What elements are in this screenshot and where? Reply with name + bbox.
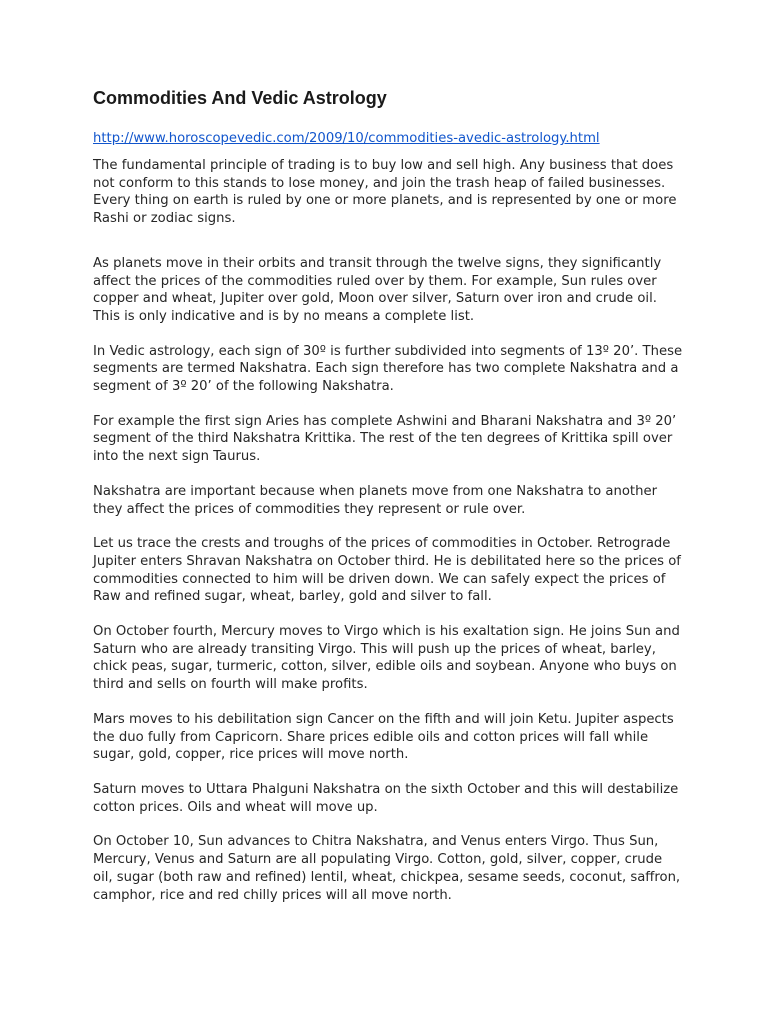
- paragraph-sun-chitra: On October 10, Sun advances to Chitra Nakshatra, and Venus enters Virgo. Thus Sun, Mercury, Venus and Saturn are all populating Virgo. Cotton, gold, silver, copper, crude oil, sugar (both raw and refined) lentil, wheat, chickpea, sesame seeds, coconut, saffron, camphor, rice and red chilly prices will all move north.: [93, 834, 681, 903]
- document-title: Commodities And Vedic Astrology: [93, 88, 387, 108]
- paragraph-planet-transits: As planets move in their orbits and transit through the twelve signs, they significantly affect the prices of the commodities ruled over by them. For example, Sun rules over copper and wheat, Jupiter over gold, Moon over silver, Saturn over iron and crude oil. This is only indicative and is by no means a complete list.: [93, 255, 662, 324]
- paragraph-nakshatra-importance: Nakshatra are important because when planets move from one Nakshatra to another they affect the prices of commodities they represent or rule over.: [93, 483, 657, 517]
- paragraph-nakshatra-segments: In Vedic astrology, each sign of 30º is further subdivided into segments of 13º 20’. These segments are termed Nakshatra. Each sign therefore has two complete Nakshatra and a segment of 3º 20’ of the following Nakshatra.: [93, 343, 683, 395]
- paragraph-mars-cancer: Mars moves to his debilitation sign Cancer on the fifth and will join Ketu. Jupiter aspects the duo fully from Capricorn. Share prices edible oils and cotton prices will fall while sugar, gold, copper, rice prices will move north.: [93, 711, 674, 763]
- paragraph-mercury-virgo: On October fourth, Mercury moves to Virgo which is his exaltation sign. He joins Sun and Saturn who are already transiting Virgo. This will push up the prices of wheat, barley, chick peas, sugar, turmeric, cotton, silver, edible oils and soybean. Anyone who buys on third and sells on fourth will make profits.: [93, 624, 680, 693]
- paragraph-jupiter-shravan: Let us trace the crests and troughs of the prices of commodities in October. Retrograde Jupiter enters Shravan Nakshatra on October third. He is debilitated here so the prices of commodities connected to him will be driven down. We can safely expect the prices of Raw and refined sugar, wheat, barley, gold and silver to fall.: [93, 536, 681, 605]
- source-link[interactable]: http://www.horoscopevedic.com/2009/10/commodities-avedic-astrology.html: [93, 131, 600, 146]
- document-page: [93, 86, 683, 904]
- paragraph-trading-principle: The fundamental principle of trading is to buy low and sell high. Any business that does not conform to this stands to lose money, and join the trash heap of failed businesses. Every thing on earth is ruled by one or more planets, and is represented by one or more Rashi or zodiac signs.: [93, 158, 677, 227]
- paragraph-saturn-uttara: Saturn moves to Uttara Phalguni Nakshatra on the sixth October and this will destabilize cotton prices. Oils and wheat will move up.: [93, 781, 679, 815]
- paragraph-aries-example: For example the first sign Aries has complete Ashwini and Bharani Nakshatra and 3º 20’ segment of the third Nakshatra Krittika. The rest of the ten degrees of Krittika spill over into the next sign Taurus.: [93, 413, 677, 465]
